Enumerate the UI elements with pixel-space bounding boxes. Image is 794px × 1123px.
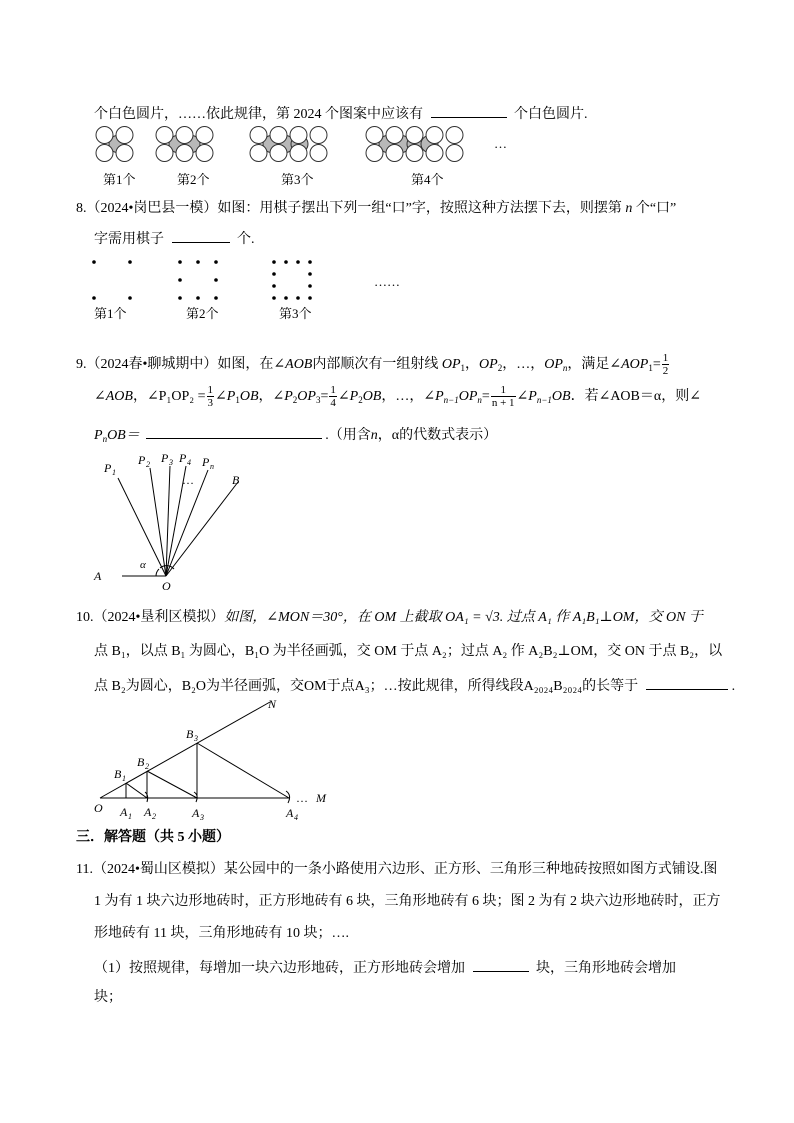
label-alpha: α bbox=[140, 559, 146, 571]
q8-line2-b: 个. bbox=[237, 232, 255, 247]
chess-dot bbox=[128, 260, 132, 264]
q10-ellipsis: … bbox=[296, 791, 308, 805]
white-circle bbox=[290, 127, 307, 144]
chess-dot bbox=[296, 296, 300, 300]
white-circle bbox=[116, 145, 133, 162]
white-circle bbox=[446, 127, 463, 144]
chess-dot bbox=[214, 278, 218, 282]
frac-num: 1 bbox=[662, 352, 669, 365]
chess-dot bbox=[214, 296, 218, 300]
white-circle bbox=[386, 127, 403, 144]
white-circle bbox=[176, 145, 193, 162]
q9-angle: ∠ bbox=[423, 389, 436, 404]
q9-text: 内部顺次有一组射线 bbox=[312, 357, 439, 372]
label-sub: 4 bbox=[294, 813, 298, 822]
chess-dot bbox=[272, 260, 276, 264]
q7-circle-patterns bbox=[90, 126, 520, 164]
q9-comma: ， bbox=[258, 389, 273, 404]
q8-source: （2024•岗巴县一模） bbox=[86, 201, 218, 216]
q11-part1-line2: 块； bbox=[94, 990, 122, 1005]
label-p2: P bbox=[138, 453, 146, 467]
q9-ob: OB bbox=[362, 389, 382, 404]
q9-o: O bbox=[458, 389, 469, 404]
q9-op2: OP bbox=[479, 357, 498, 372]
chess-dot bbox=[272, 296, 276, 300]
q8-caption-2: 第2个 bbox=[186, 306, 219, 321]
label-p4: P bbox=[179, 452, 187, 465]
q9-sub: n bbox=[562, 363, 568, 373]
chess-dot bbox=[128, 296, 132, 300]
q11-text: 块，三角形地砖会增加 bbox=[536, 961, 676, 976]
white-circle bbox=[406, 127, 423, 144]
q8-text-b: 个“口” bbox=[635, 201, 677, 216]
frac-den: 4 bbox=[330, 397, 336, 410]
q9-frac-n bbox=[491, 384, 516, 409]
q8-answer-blank[interactable] bbox=[172, 228, 230, 243]
q11-line3: 形地砖有 11 块，三角形地砖有 10 块；…. bbox=[94, 926, 349, 941]
q8-caption-3: 第3个 bbox=[279, 306, 312, 321]
q11-source: （2024•蜀山区模拟） bbox=[92, 862, 224, 877]
chess-dot bbox=[272, 272, 276, 276]
chess-dot bbox=[308, 260, 312, 264]
label-b2: B bbox=[137, 755, 145, 769]
white-circle bbox=[156, 127, 173, 144]
pattern-4 bbox=[366, 127, 463, 162]
q10-text: . bbox=[731, 679, 736, 694]
q7-ellipsis: … bbox=[494, 136, 507, 151]
q9-op1: OP bbox=[441, 357, 461, 372]
q11-line2: 1 为有 1 块六边形地砖时，正方形地砖有 6 块，三角形地砖有 6 块；图 2 为有 2 块六边形地砖时，正方 bbox=[94, 894, 721, 909]
white-circle bbox=[196, 145, 213, 162]
white-circle bbox=[446, 145, 463, 162]
q7-caption-2: 第2个 bbox=[177, 172, 210, 187]
q7-answer-blank[interactable] bbox=[431, 103, 507, 118]
rays-ellipsis: … bbox=[182, 473, 194, 487]
label-a1: A bbox=[120, 805, 128, 819]
seg-b3a4 bbox=[197, 743, 289, 798]
q11-number: 11. bbox=[76, 862, 93, 877]
q8-number: 8. bbox=[76, 201, 87, 216]
q9-aob: AOB bbox=[285, 357, 313, 372]
label-sub: 1 bbox=[128, 812, 132, 821]
q9-comma: ， bbox=[502, 357, 517, 372]
q7-text-b: 个白色圆片. bbox=[514, 107, 588, 122]
pattern-3 bbox=[250, 127, 327, 162]
white-circle bbox=[270, 127, 287, 144]
white-circle bbox=[366, 127, 383, 144]
frac-num: 1 bbox=[207, 384, 214, 397]
white-circle bbox=[96, 127, 113, 144]
q9-ob: OB bbox=[239, 389, 259, 404]
q9-sub: n−1 bbox=[536, 395, 552, 405]
chess-dot bbox=[178, 278, 182, 282]
white-circle bbox=[290, 145, 307, 162]
q9-ob: OB bbox=[551, 389, 571, 404]
chess-dot bbox=[272, 284, 276, 288]
q10-line3 bbox=[94, 675, 735, 696]
white-circle bbox=[310, 145, 327, 162]
q11-text: 某公园中的一条小路使用六边形、正方形、三角形三种地砖按照如图方式铺设.图 bbox=[223, 862, 718, 877]
pattern-2 bbox=[156, 127, 213, 162]
q10-source: （2024•垦利区模拟） bbox=[93, 610, 225, 625]
q7-caption-3: 第3个 bbox=[281, 172, 314, 187]
q7-text-a: 个白色圆片，……依此规律，第 2024 个图案中应该有 bbox=[94, 107, 423, 122]
q9-sub: 2 bbox=[497, 363, 503, 373]
q9-frac-quarter bbox=[329, 384, 337, 409]
white-circle bbox=[176, 127, 193, 144]
q9-angle: ∠ bbox=[337, 389, 350, 404]
q7-caption-1: 第1个 bbox=[103, 172, 136, 187]
q9-angle: ∠ bbox=[94, 389, 106, 404]
q9-source: （2024春•聊城期中） bbox=[86, 357, 218, 372]
q9-comma: ， bbox=[132, 389, 147, 404]
label-b1: B bbox=[114, 767, 122, 781]
chess-dot bbox=[284, 260, 288, 264]
q9-line2: ∠AOB，∠P₁OP₂ = $\frac{1}{3}$ $\angle P_1OB$，$\angle P_2OP_3=$ $\frac{1}{4}$ $\angle P_2OB$，…，$\angle P_{n-1}OP_n=$ $\frac{1}{n + 1}$ $\angle P_{n-1}OB$．若∠AOB＝α，则∠ bbox=[94, 384, 701, 410]
pattern-1 bbox=[96, 127, 133, 162]
q9-line3 bbox=[94, 424, 497, 448]
label-sub: 1 bbox=[112, 468, 116, 477]
q9-line1 bbox=[76, 352, 670, 381]
label-sub: n bbox=[210, 462, 214, 471]
q9-frac-half bbox=[662, 352, 670, 377]
q9-eq: = bbox=[481, 389, 490, 404]
label-sub: 1 bbox=[122, 774, 126, 783]
q9-text: OB＝ bbox=[107, 428, 140, 443]
q8-var-n: n bbox=[625, 201, 633, 216]
white-circle bbox=[366, 145, 383, 162]
q9-sub: 1 bbox=[648, 363, 653, 373]
label-o: O bbox=[162, 579, 171, 592]
frac-den: 3 bbox=[207, 397, 214, 410]
angle-arc bbox=[156, 569, 159, 576]
label-a3: A bbox=[192, 806, 200, 820]
q9-p: P bbox=[349, 389, 359, 404]
q9-angle: ∠ bbox=[516, 389, 529, 404]
chess-dot bbox=[196, 296, 200, 300]
q9-p: P bbox=[528, 389, 537, 404]
q11-line1 bbox=[76, 861, 717, 879]
q9-answer-blank[interactable] bbox=[146, 424, 322, 439]
section-3-heading: 三．解答题（共 5 小题） bbox=[76, 830, 230, 845]
q7-line1 bbox=[94, 103, 588, 124]
label-b: B bbox=[232, 473, 240, 487]
white-circle bbox=[156, 145, 173, 162]
q9-sub: 1 bbox=[235, 395, 240, 405]
label-a2: A bbox=[144, 805, 152, 819]
q9-angle: ∠ bbox=[215, 389, 227, 404]
q9-sub: 2 bbox=[292, 395, 298, 405]
label-o: O bbox=[94, 801, 103, 815]
q9-angle: ∠ bbox=[272, 389, 285, 404]
q9-sub: 2 bbox=[358, 395, 363, 405]
q9-text: 如图，在∠ bbox=[217, 357, 286, 372]
q10-text: 点 B₂为圆心，B₂O为半径画弧，交OM于点A₃；…按此规律，所得线段A₂₀₂₄B₂₀₂₄的长等于 bbox=[94, 679, 639, 694]
q8-caption-1: 第1个 bbox=[94, 306, 127, 321]
q9-aop: AOP bbox=[621, 357, 649, 372]
label-p1: P bbox=[104, 461, 112, 475]
chess-dot bbox=[178, 296, 182, 300]
q9-number: 9. bbox=[76, 357, 87, 372]
label-p3: P bbox=[161, 452, 169, 465]
white-circle bbox=[426, 145, 443, 162]
white-circle bbox=[310, 127, 327, 144]
chess-dot bbox=[178, 260, 182, 264]
chess-dot bbox=[92, 296, 96, 300]
chess-dot bbox=[308, 284, 312, 288]
q9-var-n: n bbox=[370, 428, 378, 443]
white-circle bbox=[250, 127, 267, 144]
q9-p1op2: ∠P₁OP₂ = bbox=[146, 389, 206, 404]
q10-text: 如图，∠MON＝30°，在 OM 上截取 OA₁ = √3. 过点 A₁ 作 A₁B₁⊥OM，交 ON 于 bbox=[224, 610, 703, 625]
white-circle bbox=[406, 145, 423, 162]
q10-figure bbox=[90, 698, 340, 824]
seg-b1a2 bbox=[126, 783, 147, 798]
chess-dot bbox=[308, 272, 312, 276]
q11-part1-line bbox=[94, 957, 676, 978]
q9-text: ，α的代数式表示） bbox=[377, 428, 498, 443]
label-sub: 4 bbox=[187, 458, 191, 467]
q9-text: .（用含 bbox=[325, 428, 371, 443]
q9-sub: n bbox=[102, 434, 108, 444]
chess-dot bbox=[214, 260, 218, 264]
q9-o: O bbox=[297, 389, 308, 404]
q8-line1 bbox=[76, 200, 676, 218]
white-circle bbox=[270, 145, 287, 162]
q9-aob: AOB bbox=[105, 389, 133, 404]
q9-dots: …， bbox=[395, 389, 424, 404]
seg-b2a3 bbox=[147, 771, 197, 798]
q8-line2 bbox=[94, 228, 255, 249]
label-sub: 2 bbox=[152, 812, 156, 821]
q9-opn: OP bbox=[544, 357, 563, 372]
chess-dot bbox=[308, 296, 312, 300]
q8-text-a: 如图：用棋子摆出下列一组“口”字，按照这种方法摆下去，则摆第 bbox=[217, 201, 622, 216]
label-b3: B bbox=[186, 727, 194, 741]
frac-num: 1 bbox=[330, 384, 336, 397]
frac-den: 2 bbox=[662, 365, 669, 378]
chess-dot bbox=[196, 260, 200, 264]
q9-text: ，满足∠ bbox=[567, 357, 622, 372]
white-circle bbox=[426, 127, 443, 144]
white-circle bbox=[116, 127, 133, 144]
white-circle bbox=[386, 145, 403, 162]
q10-line2: 点 B₁，以点 B₁ 为圆心，B₁O 为半径画弧，交 OM 于点 A₂；过点 A₂ 作 A₂B₂⊥OM，交 ON 于点 B₂，以 bbox=[94, 644, 723, 659]
q9-comma: ， bbox=[465, 357, 480, 372]
label-pn: P bbox=[202, 455, 210, 469]
label-sub: 2 bbox=[146, 460, 150, 469]
q9-p: P bbox=[284, 389, 293, 404]
label-sub: 3 bbox=[194, 734, 198, 743]
q9-eq: = bbox=[652, 357, 661, 372]
q9-p: P bbox=[435, 389, 444, 404]
q8-dot-patterns bbox=[88, 254, 448, 306]
label-m: M bbox=[316, 791, 326, 805]
q9-sub: n bbox=[477, 395, 482, 405]
label-sub: 3 bbox=[169, 458, 173, 467]
label-sub: 2 bbox=[145, 762, 149, 771]
chess-dot bbox=[284, 296, 288, 300]
label-a: A bbox=[94, 569, 102, 583]
q10-answer-blank[interactable] bbox=[646, 675, 728, 690]
ray-ob bbox=[166, 482, 238, 576]
q9-comma: ， bbox=[381, 389, 396, 404]
q9-frac-third bbox=[207, 384, 215, 409]
q9-sub: n−1 bbox=[443, 395, 459, 405]
q10-number: 10. bbox=[76, 610, 94, 625]
chess-dot bbox=[296, 260, 300, 264]
q9-eq: = bbox=[320, 389, 329, 404]
white-circle bbox=[96, 145, 113, 162]
chess-dot bbox=[92, 260, 96, 264]
label-a4: A bbox=[286, 806, 294, 820]
q9-p: P bbox=[468, 389, 478, 404]
q9-p: P bbox=[94, 428, 103, 443]
q10-line1 bbox=[76, 609, 703, 627]
q9-text: ．若∠AOB＝α，则∠ bbox=[570, 389, 701, 404]
q11-answer-blank-1[interactable] bbox=[473, 957, 529, 972]
q9-sub: 1 bbox=[460, 363, 466, 373]
frac-den: n + 1 bbox=[491, 397, 515, 410]
white-circle bbox=[196, 127, 213, 144]
q8-line2-a: 字需用棋子 bbox=[94, 232, 164, 247]
q11-text: （1）按照规律，每增加一块六边形地砖，正方形地砖会增加 bbox=[94, 961, 465, 976]
q9-rays-figure bbox=[90, 452, 260, 592]
q9-p: P bbox=[307, 389, 316, 404]
label-n: N bbox=[268, 698, 277, 711]
label-sub: 3 bbox=[200, 813, 204, 822]
q8-ellipsis: …… bbox=[374, 274, 400, 289]
q7-caption-4: 第4个 bbox=[411, 172, 444, 187]
q9-p: P bbox=[226, 389, 236, 404]
white-circle bbox=[250, 145, 267, 162]
q9-dots: …， bbox=[516, 357, 545, 372]
frac-num: 1 bbox=[491, 384, 516, 397]
